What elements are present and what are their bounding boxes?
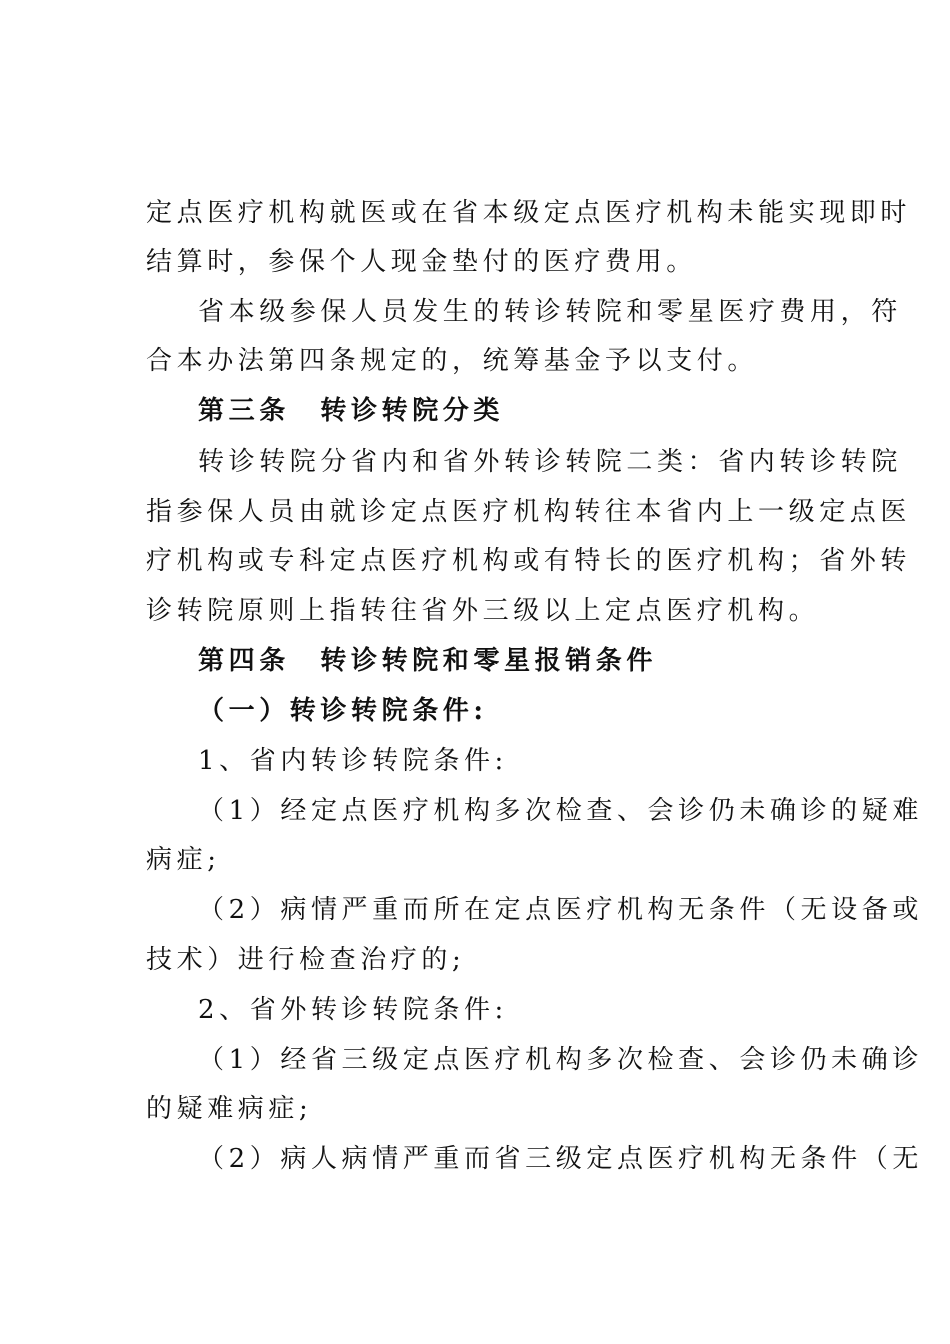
list-item: （2）病人病情严重而省三级定点医疗机构无条件（无 (198, 1144, 923, 1174)
paragraph-line: 病症; (146, 845, 221, 875)
paragraph-line: 转诊转院分省内和省外转诊转院二类：省内转诊转院 (198, 447, 902, 477)
section-heading-1: （一）转诊转院条件: (198, 696, 488, 726)
paragraph-line: 技术）进行检查治疗的; (146, 945, 466, 975)
paragraph-line: 的疑难病症; (146, 1094, 313, 1124)
list-item: （2）病情严重而所在定点医疗机构无条件（无设备或 (198, 895, 923, 925)
paragraph-line: 指参保人员由就诊定点医疗机构转往本省内上一级定点医 (146, 497, 912, 527)
article-heading-3: 第三条 转诊转院分类 (198, 396, 505, 426)
list-item: 1、省内转诊转院条件: (198, 746, 508, 776)
list-item: （1）经定点医疗机构多次检查、会诊仍未确诊的疑难 (198, 796, 923, 826)
article-heading-4: 第四条 转诊转院和零星报销条件 (198, 646, 658, 676)
paragraph-line: 结算时，参保个人现金垫付的医疗费用。 (146, 247, 697, 277)
list-item: （1）经省三级定点医疗机构多次检查、会诊仍未确诊 (198, 1045, 923, 1075)
paragraph-line: 诊转院原则上指转往省外三级以上定点医疗机构。 (146, 596, 820, 626)
list-item: 2、省外转诊转院条件: (198, 995, 508, 1025)
paragraph-line: 疗机构或专科定点医疗机构或有特长的医疗机构；省外转 (146, 546, 912, 576)
paragraph-line: 定点医疗机构就医或在省本级定点医疗机构未能实现即时 (146, 198, 912, 228)
paragraph-line: 省本级参保人员发生的转诊转院和零星医疗费用，符 (198, 297, 902, 327)
paragraph-line: 合本办法第四条规定的，统筹基金予以支付。 (146, 346, 759, 376)
